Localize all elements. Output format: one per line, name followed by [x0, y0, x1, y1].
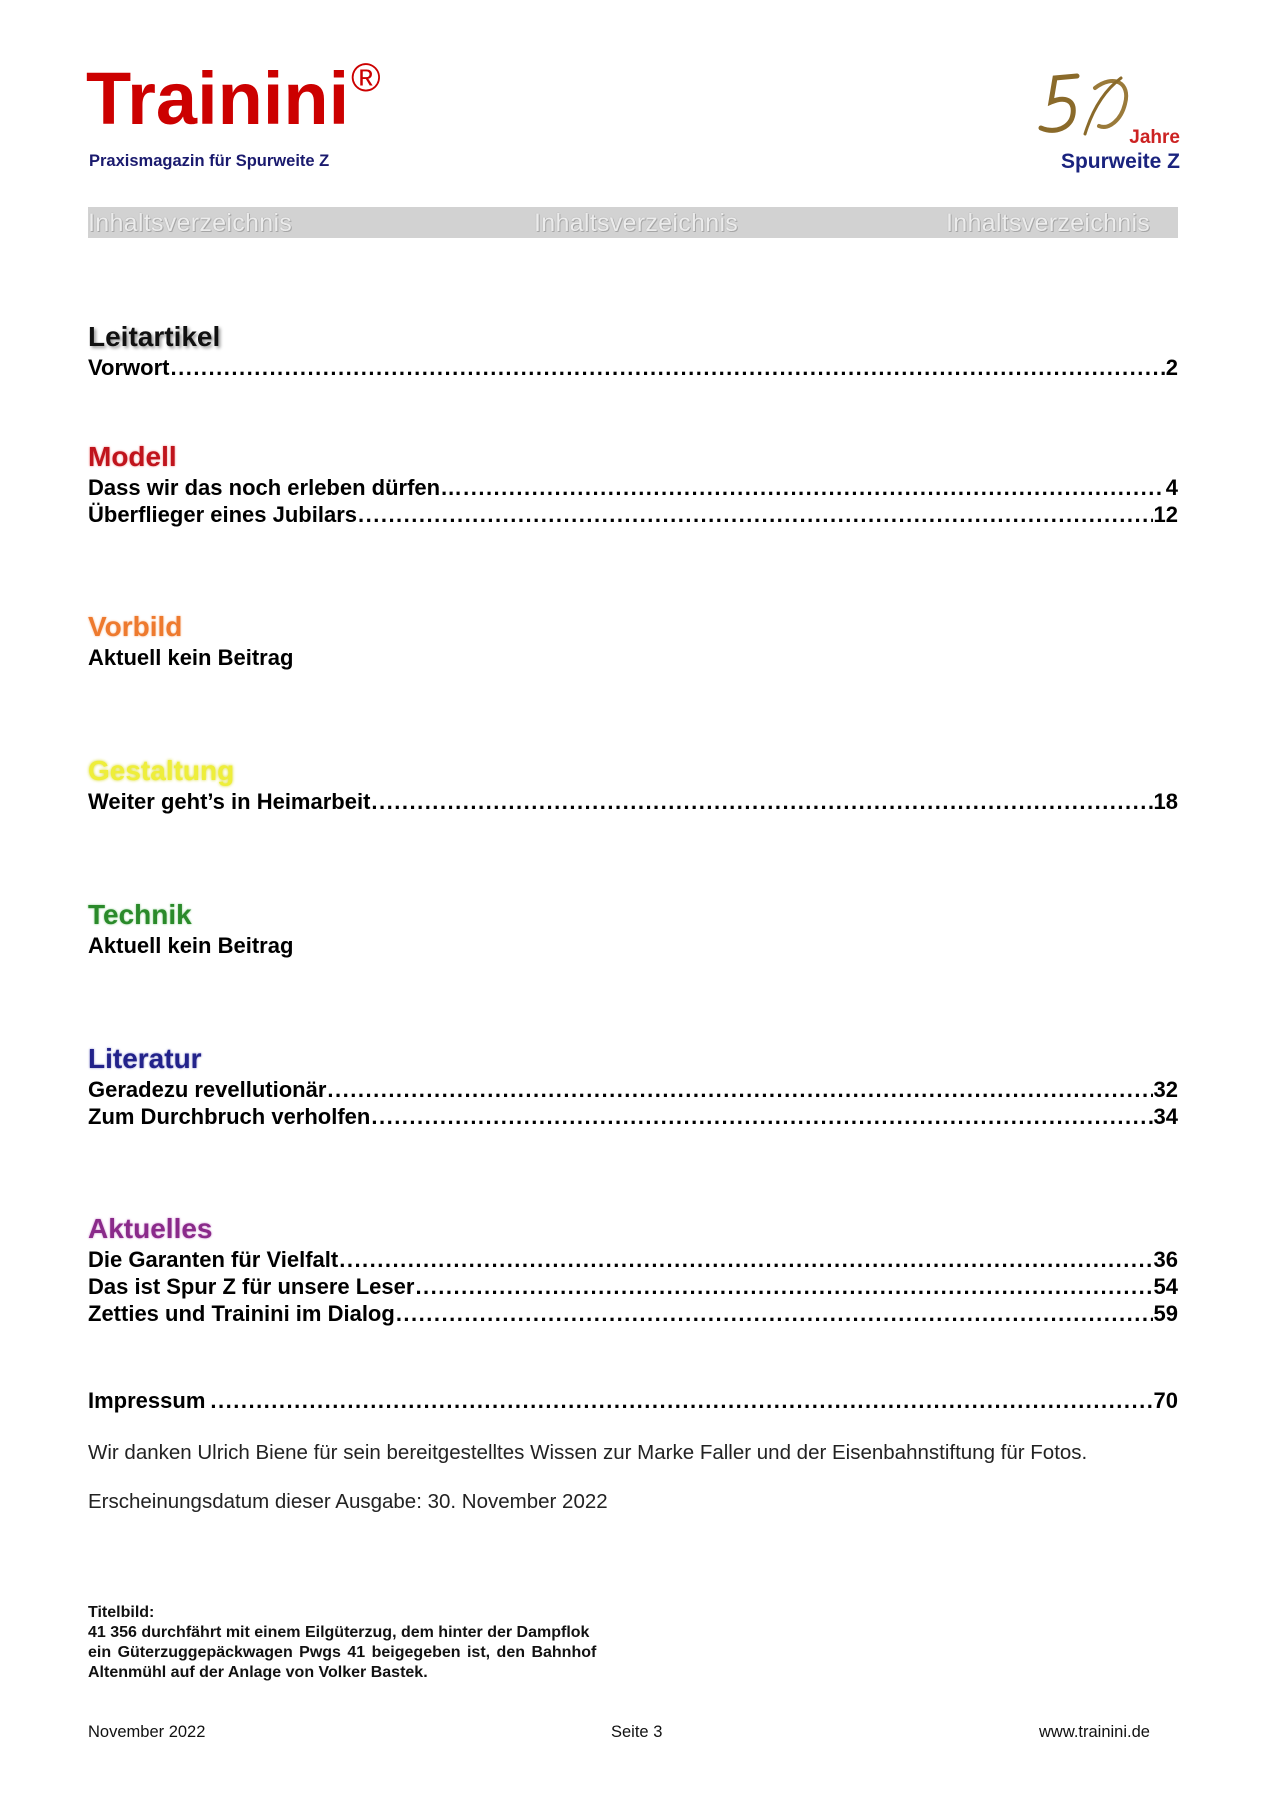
entry-title[interactable]: Die Garanten für Vielfalt: [88, 1247, 339, 1272]
brand-name: Trainini: [86, 57, 350, 140]
cover-line: 41 356 durchfährt mit einem Eilgüterzug, dem hinter der Dampflok: [88, 1624, 590, 1641]
leader-dots: [339, 1246, 1152, 1273]
entry-page: 4: [1165, 475, 1178, 500]
release-date: Erscheinungsdatum dieser Ausgabe: 30. November 2022: [88, 1490, 608, 1513]
entry-page: 12: [1153, 502, 1178, 527]
toc-entry[interactable]: [88, 1103, 1178, 1130]
footer-page: Seite 3: [611, 1723, 663, 1741]
contents-bar: [88, 207, 1178, 238]
cover-label: Titelbild:: [88, 1604, 155, 1621]
cover-line: Altenmühl auf der Anlage von Volker Bastek.: [88, 1664, 428, 1681]
entry-title[interactable]: Vorwort: [88, 355, 170, 380]
bar-label: Inhaltsverzeichnis: [534, 209, 739, 237]
logo-spurweite: Spurweite Z: [1060, 150, 1180, 173]
section-title: Leitartikel: [88, 321, 221, 352]
bar-label: Inhaltsverzeichnis: [88, 209, 293, 237]
footer-url[interactable]: www.trainini.de: [1039, 1723, 1150, 1741]
entry-page: 18: [1153, 789, 1178, 814]
toc-entry[interactable]: [88, 788, 1178, 815]
leader-dots: [371, 1103, 1152, 1130]
leader-dots: [396, 1300, 1153, 1327]
entry-title[interactable]: Zum Durchbruch verholfen: [88, 1104, 371, 1129]
leader-dots: [463, 474, 1165, 501]
thanks-text: Wir danken Ulrich Biene für sein bereitgestelltes Wissen zur Marke Faller und der Eisenbahnstiftung für Fotos.: [88, 1441, 1088, 1464]
logo-jahre: Jahre: [1129, 127, 1180, 148]
entry-page: 70: [1153, 1388, 1178, 1413]
section-note: Aktuell kein Beitrag: [88, 933, 294, 958]
section-vorbild: [88, 610, 1178, 671]
footer-date: November 2022: [88, 1723, 206, 1741]
entry-page: 36: [1153, 1247, 1178, 1272]
cover-line: ein Güterzuggepäckwagen Pwgs 41 beigegeben ist, den Bahnhof: [88, 1644, 597, 1661]
section-note: Aktuell kein Beitrag: [88, 645, 294, 670]
section-technik: [88, 898, 1178, 959]
leader-dots: [327, 1076, 1152, 1103]
entry-page: 32: [1153, 1077, 1178, 1102]
section-gestaltung: [88, 754, 1178, 815]
section-leitartikel: [88, 320, 1178, 381]
entry-title[interactable]: Überflieger eines Jubilars: [88, 502, 357, 527]
entry-title[interactable]: Weiter geht’s in Heimarbeit: [88, 789, 371, 814]
section-aktuelles: [88, 1212, 1178, 1327]
entry-title[interactable]: Dass wir das noch erleben dürfen…: [88, 475, 463, 500]
entry-title[interactable]: Impressum: [88, 1388, 206, 1413]
cover-caption: [88, 1603, 596, 1683]
entry-title[interactable]: Geradezu revellutionär: [88, 1077, 327, 1102]
entry-page: 34: [1153, 1104, 1178, 1129]
toc-entry[interactable]: [88, 1300, 1178, 1327]
entry-page: 2: [1165, 355, 1178, 380]
section-title: Technik: [88, 899, 192, 930]
leader-dots: [371, 788, 1152, 815]
entry-page: 59: [1153, 1301, 1178, 1326]
anniversary-logo: [1035, 68, 1180, 178]
section-modell: [88, 440, 1178, 528]
tagline: Praxismagazin für Spurweite Z: [89, 152, 330, 170]
section-title: Gestaltung: [88, 755, 235, 786]
entry-page: 54: [1153, 1274, 1178, 1299]
section-literatur: [88, 1042, 1178, 1130]
toc-entry[interactable]: [88, 501, 1178, 528]
brand-title: [86, 56, 381, 140]
toc-entry[interactable]: [88, 1076, 1178, 1103]
fifty-logo-icon: [1035, 68, 1135, 148]
leader-dots: [170, 354, 1164, 381]
section-title: Aktuelles: [88, 1213, 213, 1244]
toc-entry[interactable]: [88, 474, 1178, 501]
bar-label: Inhaltsverzeichnis: [946, 209, 1151, 237]
toc-entry[interactable]: [88, 1273, 1178, 1300]
leader-dots: [210, 1387, 1152, 1414]
toc-entry[interactable]: [88, 1246, 1178, 1273]
leader-dots: [415, 1273, 1152, 1300]
toc-entry[interactable]: [88, 1387, 1178, 1414]
section-title: Vorbild: [88, 611, 183, 642]
leader-dots: [358, 501, 1153, 528]
section-impressum: [88, 1387, 1178, 1414]
toc-entry[interactable]: [88, 354, 1178, 381]
entry-title[interactable]: Das ist Spur Z für unsere Leser: [88, 1274, 415, 1299]
entry-title[interactable]: Zetties und Trainini im Dialog: [88, 1301, 395, 1326]
section-title: Literatur: [88, 1043, 202, 1074]
section-title: Modell: [88, 441, 177, 472]
registered-mark: ®: [351, 56, 381, 100]
